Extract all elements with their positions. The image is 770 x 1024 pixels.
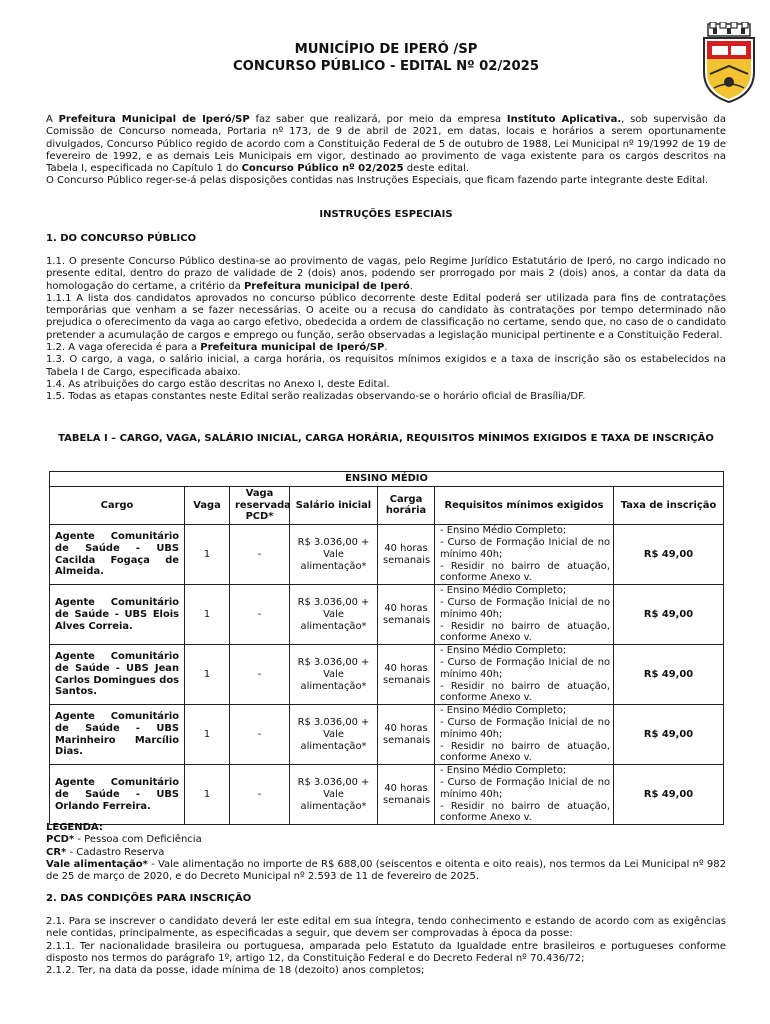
cell-carga: 40 horas semanais	[378, 585, 435, 645]
text-bold: Instituto Aplicativa.	[506, 114, 622, 125]
legend-title: LEGENDA:	[46, 822, 103, 833]
text-span: A	[46, 114, 59, 125]
paragraph-2-1: 2.1. Para se inscrever o candidato deverá ler este edital em sua íntegra, tendo conhecimento e estando de acordo com as exigências nele contidas, principalmente, as especificadas a seguir, que devem ser comprovadas à época da posse:	[46, 916, 726, 940]
text-span: - Cadastro Reserva	[66, 846, 165, 858]
section-1-text	[46, 256, 726, 404]
cell-carga: 40 horas semanais	[378, 645, 435, 705]
text-span: - Vale alimentação no importe de R$ 688,00 (seiscentos e oitenta e oito reais), nos termos da Lei Municipal nº 982 de 25 de março de 2020, e do Decreto Municipal nº 2.593 de 11 de fevereiro de 2025.	[46, 858, 726, 883]
cell-requisitos: - Ensino Médio Completo; - Curso de Formação Inicial de no mínimo 40h; - Residir no bairro de atuação, conforme Anexo v.	[435, 645, 614, 705]
legend-cr	[46, 847, 726, 859]
text-bold: Vale alimentação*	[46, 858, 148, 870]
cell-carga: 40 horas semanais	[378, 525, 435, 585]
title-municipality: MUNICÍPIO DE IPERÓ /SP	[294, 42, 478, 57]
cell-taxa: R$ 49,00	[614, 645, 724, 705]
legend-pcd	[46, 834, 726, 846]
text-bold: Prefeitura municipal de Iperó	[243, 280, 410, 292]
header-vaga: Vaga	[185, 486, 230, 524]
text-span: - Pessoa com Deficiência	[74, 834, 202, 846]
paragraph-1-1	[46, 256, 726, 293]
text-span: .	[384, 342, 388, 354]
cell-vaga: 1	[185, 645, 230, 705]
text-bold: Prefeitura municipal de Iperó/SP	[200, 342, 385, 354]
section-1-title: 1. DO CONCURSO PÚBLICO	[46, 233, 197, 244]
cell-salario: R$ 3.036,00 + Vale alimentação*	[290, 645, 378, 705]
text-span: , sob supervisão da Comissão de Concurso nomeada, Portaria nº 173, de 9 de abril de 2021, em datas, locais e horários a serem oportunamente divulgados, Concurso Público regido de acordo com a Constituição Federal de 5 de outubro de 1988, Lei Municipal nº 19/1992 de 19 de fevereiro de 1992, e as demais Leis Municipais em vigor, destinado ao provimento de vaga existente para os cargos descritos na Tabela I, especificada no Capítulo 1 do	[46, 114, 726, 175]
paragraph-1-2	[46, 342, 726, 354]
cell-vaga-pcd: -	[230, 585, 290, 645]
cell-vaga-pcd: -	[230, 705, 290, 765]
cell-salario: R$ 3.036,00 + Vale alimentação*	[290, 525, 378, 585]
text-span: 1.2. A vaga oferecida é para a	[46, 342, 201, 354]
table-row	[50, 525, 724, 585]
header-salario: Salário inicial	[290, 486, 378, 524]
cell-vaga: 1	[185, 705, 230, 765]
intro-text	[46, 114, 726, 188]
cell-cargo: Agente Comunitário de Saúde - UBS Orlando Ferreira.	[50, 765, 185, 825]
cell-taxa: R$ 49,00	[614, 765, 724, 825]
paragraph-1-1-1: 1.1.1 A lista dos candidatos aprovados no concurso público decorrente deste Edital poderá ser utilizada para fins de contratações temporárias que venham a se fazer necessárias. O aceite ou a recusa do candidato às contratações por tempo determinado não prejudica o oferecimento da vaga ao cargo efetivo, obedecida a ordem de classificação no certame, sendo que, no caso de o candidato pretender a acumulação de cargos e emprego ou função, serão observadas a legislação municipal pertinente e a Constituição Federal.	[46, 292, 726, 341]
cell-vaga-pcd: -	[230, 765, 290, 825]
paragraph-1-4: 1.4. As atribuições do cargo estão descritas no Anexo I, deste Edital.	[46, 378, 390, 390]
text-span: deste edital.	[403, 163, 470, 175]
cell-salario: R$ 3.036,00 + Vale alimentação*	[290, 765, 378, 825]
table-row	[50, 645, 724, 705]
cell-taxa: R$ 49,00	[614, 705, 724, 765]
table-row	[50, 585, 724, 645]
text-bold: PCD*	[46, 834, 75, 846]
cell-requisitos: - Ensino Médio Completo; - Curso de Formação Inicial de no mínimo 40h; - Residir no bairro de atuação, conforme Anexo v.	[435, 585, 614, 645]
text-bold: Prefeitura Municipal de Iperó/SP	[58, 114, 250, 125]
instrucoes-title: INSTRUÇÕES ESPECIAIS	[319, 209, 453, 220]
cell-vaga-pcd: -	[230, 525, 290, 585]
cell-cargo: Agente Comunitário de Saúde - UBS Marinheiro Marcílio Dias.	[50, 705, 185, 765]
paragraph-2-1-1: 2.1.1. Ter nacionalidade brasileira ou portuguesa, amparada pelo Estatuto da Igualdade entre brasileiros e portugueses conforme disposto nos termos do parágrafo 1º, artigo 12, da Constituição Federal e do Decreto Federal nº 70.436/72;	[46, 940, 726, 964]
header-taxa: Taxa de inscrição	[614, 486, 724, 524]
intro-paragraph-1	[46, 114, 726, 175]
table-row	[50, 765, 724, 825]
table-row	[50, 705, 724, 765]
text-bold: CR*	[46, 846, 67, 858]
paragraph-2-1-2: 2.1.2. Ter, na data da posse, idade mínima de 18 (dezoito) anos completos;	[46, 965, 425, 977]
paragraph-1-5: 1.5. Todas as etapas constantes neste Edital serão realizadas observando-se o horário oficial de Brasília/DF.	[46, 391, 586, 403]
header-requisitos: Requisitos mínimos exigidos	[435, 486, 614, 524]
cell-requisitos: - Ensino Médio Completo; - Curso de Formação Inicial de no mínimo 40h; - Residir no bairro de atuação, conforme Anexo v.	[435, 765, 614, 825]
legend	[46, 822, 726, 883]
header-vaga-pcd: Vaga reservada PCD*	[230, 486, 290, 524]
header-cargo: Cargo	[50, 486, 185, 524]
section-2-text	[46, 916, 726, 977]
cell-vaga: 1	[185, 765, 230, 825]
text-span: .	[409, 280, 413, 292]
cell-taxa: R$ 49,00	[614, 525, 724, 585]
title-edital: CONCURSO PÚBLICO - EDITAL Nº 02/2025	[232, 59, 540, 74]
cell-vaga-pcd: -	[230, 645, 290, 705]
text-span: 1.1. O presente Concurso Público destina-se ao provimento de vagas, pelo Regime Jurídico Estatutário de Iperó, no cargo indicado no presente edital, dentro do prazo de validade de 2 (dois) anos, podendo ser prorrogado por mais 2 (dois) anos, a contar da data da homologação do certame, a critério da	[46, 256, 726, 292]
cell-cargo: Agente Comunitário de Saúde - UBS Jean Carlos Domingues dos Santos.	[50, 645, 185, 705]
cargo-table	[49, 471, 724, 825]
text-span: faz saber que realizará, por meio da empresa	[249, 114, 507, 125]
text-bold: Concurso Público nº 02/2025	[241, 163, 404, 175]
table-title: TABELA I – CARGO, VAGA, SALÁRIO INICIAL, CARGA HORÁRIA, REQUISITOS MÍNIMOS EXIGIDOS E TAXA DE INSCRIÇÃO	[58, 433, 714, 444]
cell-salario: R$ 3.036,00 + Vale alimentação*	[290, 585, 378, 645]
table-group-header: ENSINO MÉDIO	[50, 472, 724, 487]
cell-cargo: Agente Comunitário de Saúde - UBS Elois Alves Correia.	[50, 585, 185, 645]
cell-carga: 40 horas semanais	[378, 765, 435, 825]
legend-vale	[46, 859, 726, 884]
cell-carga: 40 horas semanais	[378, 705, 435, 765]
cell-taxa: R$ 49,00	[614, 585, 724, 645]
header-carga: Carga horária	[378, 486, 435, 524]
cell-vaga: 1	[185, 525, 230, 585]
paragraph-1-3: 1.3. O cargo, a vaga, o salário inicial, a carga horária, os requisitos mínimos exigidos e a taxa de inscrição são os estabelecidos na Tabela I de Cargo, especificada abaixo.	[46, 354, 726, 378]
cell-salario: R$ 3.036,00 + Vale alimentação*	[290, 705, 378, 765]
cell-cargo: Agente Comunitário de Saúde - UBS Cacilda Fogaça de Almeida.	[50, 525, 185, 585]
cell-vaga: 1	[185, 585, 230, 645]
intro-paragraph-2: O Concurso Público reger-se-á pelas disposições contidas nas Instruções Especiais, que ficam fazendo parte integrante deste Edital.	[46, 175, 709, 187]
cell-requisitos: - Ensino Médio Completo; - Curso de Formação Inicial de no mínimo 40h; - Residir no bairro de atuação, conforme Anexo v.	[435, 525, 614, 585]
section-2-title: 2. DAS CONDIÇÕES PARA INSCRIÇÃO	[46, 893, 252, 904]
cell-requisitos: - Ensino Médio Completo; - Curso de Formação Inicial de no mínimo 40h; - Residir no bairro de atuação, conforme Anexo v.	[435, 705, 614, 765]
document-header	[46, 41, 726, 75]
